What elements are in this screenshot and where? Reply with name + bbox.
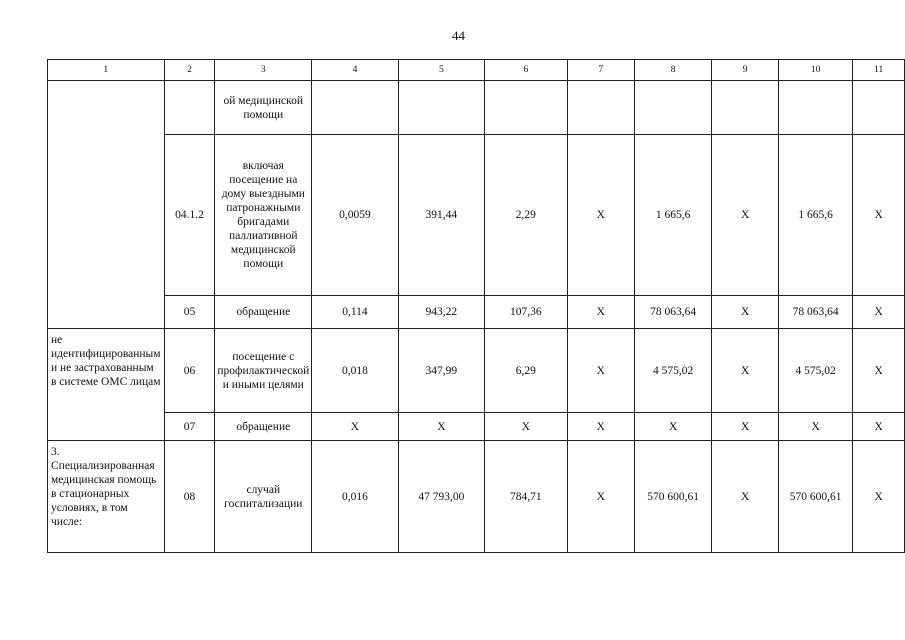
cell-col6: 784,71 (485, 441, 567, 553)
column-header: 2 (164, 60, 215, 81)
cell-col9 (712, 81, 778, 135)
cell-col11: Х (853, 296, 905, 329)
row-code (164, 81, 215, 135)
row-group-label: не идентифицированным и не застрахованным в системе ОМС лицам (48, 329, 165, 441)
cell-col7: Х (567, 329, 634, 413)
cell-col7: Х (567, 413, 634, 441)
cell-col7: Х (567, 135, 634, 296)
row-group-label: 3. Специализированная медицинская помощь в стационарных условиях, в том числе: (48, 441, 165, 553)
column-header: 3 (215, 60, 312, 81)
row-name: посещение с профилактической и иными целями (215, 329, 312, 413)
row-name: ой медицинской помощи (215, 81, 312, 135)
cell-col6: Х (485, 413, 567, 441)
cell-col7 (567, 81, 634, 135)
cell-col11 (853, 81, 905, 135)
cell-col4 (312, 81, 398, 135)
cell-col4: 0,114 (312, 296, 398, 329)
cell-col9: Х (712, 329, 778, 413)
cell-col11: Х (853, 413, 905, 441)
cell-col6: 107,36 (485, 296, 567, 329)
column-header: 8 (634, 60, 712, 81)
cell-col5: 47 793,00 (398, 441, 484, 553)
cell-col9: Х (712, 413, 778, 441)
cell-col10 (778, 81, 853, 135)
cell-col4: 0,0059 (312, 135, 398, 296)
table-row (48, 81, 905, 135)
cell-col4: 0,018 (312, 329, 398, 413)
column-header: 10 (778, 60, 853, 81)
column-header: 4 (312, 60, 398, 81)
table-row (48, 329, 905, 413)
cell-col11: Х (853, 329, 905, 413)
column-header: 11 (853, 60, 905, 81)
row-code: 08 (164, 441, 215, 553)
cell-col5 (398, 81, 484, 135)
row-code: 07 (164, 413, 215, 441)
column-header: 9 (712, 60, 778, 81)
row-code: 06 (164, 329, 215, 413)
column-header: 7 (567, 60, 634, 81)
row-code: 04.1.2 (164, 135, 215, 296)
cell-col8: 570 600,61 (634, 441, 712, 553)
cell-col10: 570 600,61 (778, 441, 853, 553)
table-header-row (48, 60, 905, 81)
cell-col8: Х (634, 413, 712, 441)
cell-col9: Х (712, 135, 778, 296)
cell-col6 (485, 81, 567, 135)
page-number: 44 (452, 28, 465, 43)
cell-col4: 0,016 (312, 441, 398, 553)
cell-col11: Х (853, 441, 905, 553)
cell-col10: Х (778, 413, 853, 441)
table-row (48, 296, 905, 329)
data-table (47, 59, 905, 553)
cell-col8: 1 665,6 (634, 135, 712, 296)
cell-col8: 78 063,64 (634, 296, 712, 329)
cell-col5: 943,22 (398, 296, 484, 329)
cell-col7: Х (567, 296, 634, 329)
cell-col11: Х (853, 135, 905, 296)
cell-col7: Х (567, 441, 634, 553)
cell-col6: 6,29 (485, 329, 567, 413)
cell-col10: 4 575,02 (778, 329, 853, 413)
table-row (48, 135, 905, 296)
row-name: обращение (215, 413, 312, 441)
cell-col5: 347,99 (398, 329, 484, 413)
row-group-label (48, 81, 165, 329)
table-row (48, 413, 905, 441)
row-name: случай госпитализации (215, 441, 312, 553)
cell-col4: Х (312, 413, 398, 441)
cell-col6: 2,29 (485, 135, 567, 296)
cell-col9: Х (712, 441, 778, 553)
row-name: обращение (215, 296, 312, 329)
cell-col8 (634, 81, 712, 135)
cell-col10: 1 665,6 (778, 135, 853, 296)
cell-col5: 391,44 (398, 135, 484, 296)
cell-col9: Х (712, 296, 778, 329)
column-header: 6 (485, 60, 567, 81)
column-header: 5 (398, 60, 484, 81)
row-name: включая посещение на дому выездными патронажными бригадами паллиативной медицинской помощи (215, 135, 312, 296)
cell-col10: 78 063,64 (778, 296, 853, 329)
row-code: 05 (164, 296, 215, 329)
table-row (48, 441, 905, 553)
cell-col8: 4 575,02 (634, 329, 712, 413)
cell-col5: Х (398, 413, 484, 441)
column-header: 1 (48, 60, 165, 81)
